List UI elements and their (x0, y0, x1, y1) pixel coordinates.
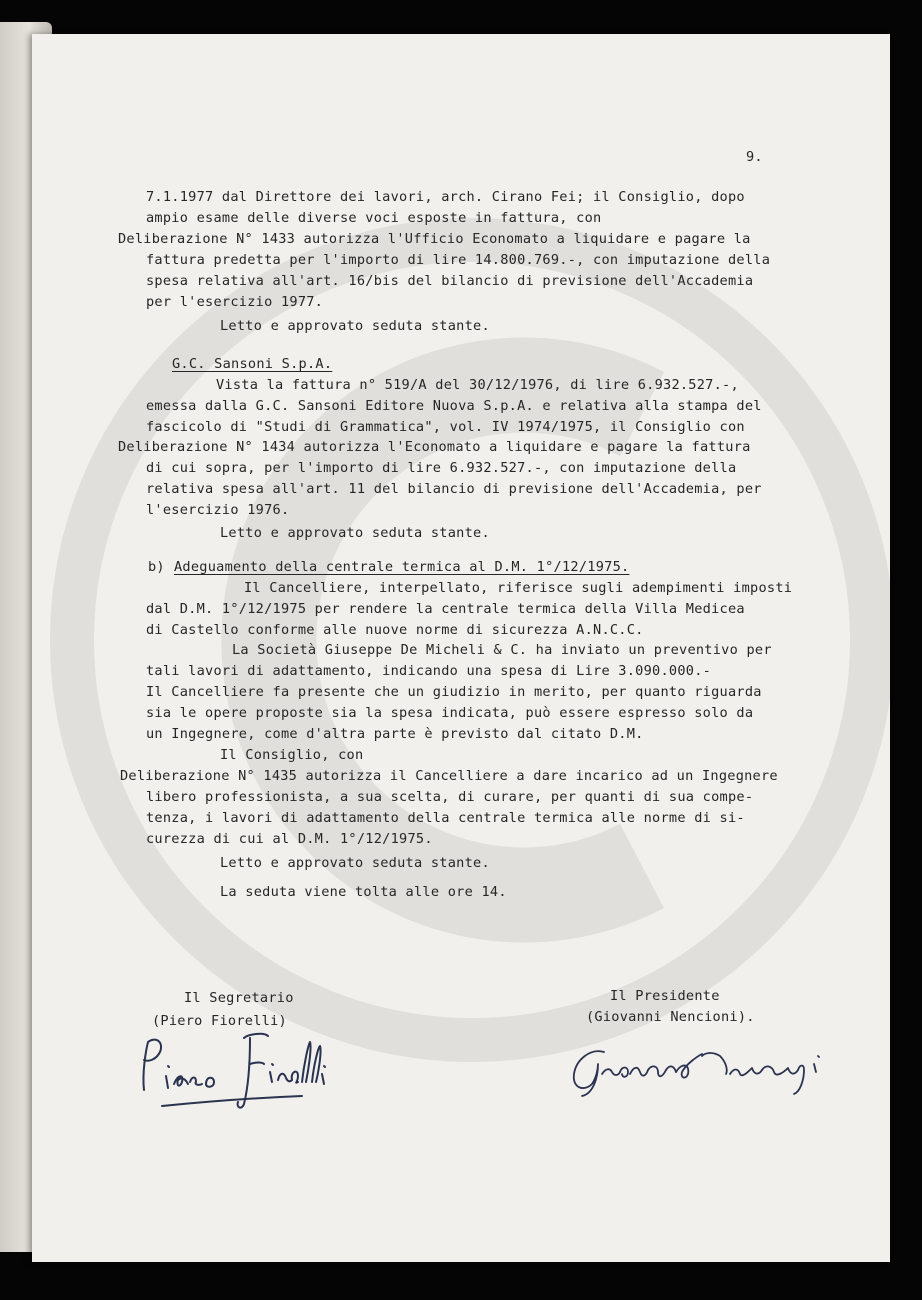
text-line: Letto e approvato seduta stante. (220, 318, 490, 334)
section-heading: G.C. Sansoni S.p.A. (172, 356, 333, 372)
text-line: tali lavori di adattamento, indicando una spesa di Lire 3.090.000.- (146, 663, 712, 679)
text-line: curezza di cui al D.M. 1°/12/1975. (146, 831, 433, 847)
president-title: Il Presidente (610, 988, 720, 1004)
section-heading: Adeguamento della centrale termica al D.M. 1°/12/1975. (174, 559, 630, 575)
text-line: di cui sopra, per l'importo di lire 6.932.527.-, con imputazione della (146, 460, 737, 476)
text-line: fascicolo di "Studi di Grammatica", vol. IV 1974/1975, il Consiglio con (146, 419, 745, 435)
text-line: Il Cancelliere fa presente che un giudizio in merito, per quanto riguarda (146, 684, 762, 700)
text-line: sia le opere proposte sia la spesa indicata, può essere espresso solo da (146, 705, 754, 721)
secretary-name: (Piero Fiorelli) (152, 1013, 287, 1029)
text-line: relativa spesa all'art. 11 del bilancio di previsione dell'Accademia, per (146, 481, 762, 497)
text-line: un Ingegnere, come d'altra parte è previsto dal citato D.M. (146, 726, 644, 742)
section-marker: b) (148, 559, 174, 575)
text-line: emessa dalla G.C. Sansoni Editore Nuova S.p.A. e relativa alla stampa del (146, 398, 762, 414)
secretary-signature (132, 1024, 332, 1114)
text-line: dal D.M. 1°/12/1975 per rendere la centrale termica della Villa Medicea (146, 601, 745, 617)
text-line: libero professionista, a sua scelta, di curare, per quanti di sua compe- (146, 789, 754, 805)
text-line: Il Consiglio, con (220, 747, 364, 763)
text-line: 7.1.1977 dal Direttore dei lavori, arch. Cirano Fei; il Consiglio, dopo (146, 189, 745, 205)
text-line: Deliberazione N° 1434 autorizza l'Economato a liquidare e pagare la fattura (118, 439, 751, 455)
text-line: per l'esercizio 1977. (146, 294, 324, 310)
text-line: Deliberazione N° 1435 autorizza il Cancelliere a dare incarico ad un Ingegnere (120, 768, 778, 784)
text-line: Letto e approvato seduta stante. (220, 855, 490, 871)
text-line: Vista la fattura n° 519/A del 30/12/1976, di lire 6.932.527.-, (216, 377, 739, 393)
text-line: spesa relativa all'art. 16/bis del bilancio di previsione dell'Accademia (146, 273, 754, 289)
text-line: Deliberazione N° 1433 autorizza l'Ufficio Economato a liquidare e pagare la (118, 231, 751, 247)
text-line: Il Cancelliere, interpellato, riferisce sugli adempimenti imposti (244, 580, 793, 596)
text-line: Letto e approvato seduta stante. (220, 525, 490, 541)
secretary-title: Il Segretario (184, 990, 294, 1006)
text-line: tenza, i lavori di adattamento della centrale termica alle norme di si- (146, 810, 745, 826)
text-line: di Castello conforme alle nuove norme di sicurezza A.N.C.C. (146, 622, 644, 638)
page-number: 9. (746, 149, 763, 165)
text-line: fattura predetta per l'importo di lire 14.800.769.-, con imputazione della (146, 252, 771, 268)
text-line: La Società Giuseppe De Micheli & C. ha inviato un preventivo per (232, 642, 772, 658)
text-line: La seduta viene tolta alle ore 14. (220, 884, 507, 900)
document-page (32, 34, 890, 1262)
text-line: l'esercizio 1976. (146, 502, 290, 518)
president-signature (562, 1034, 832, 1104)
text-line: ampio esame delle diverse voci esposte in fattura, con (146, 210, 602, 226)
president-name: (Giovanni Nencioni). (586, 1009, 755, 1025)
